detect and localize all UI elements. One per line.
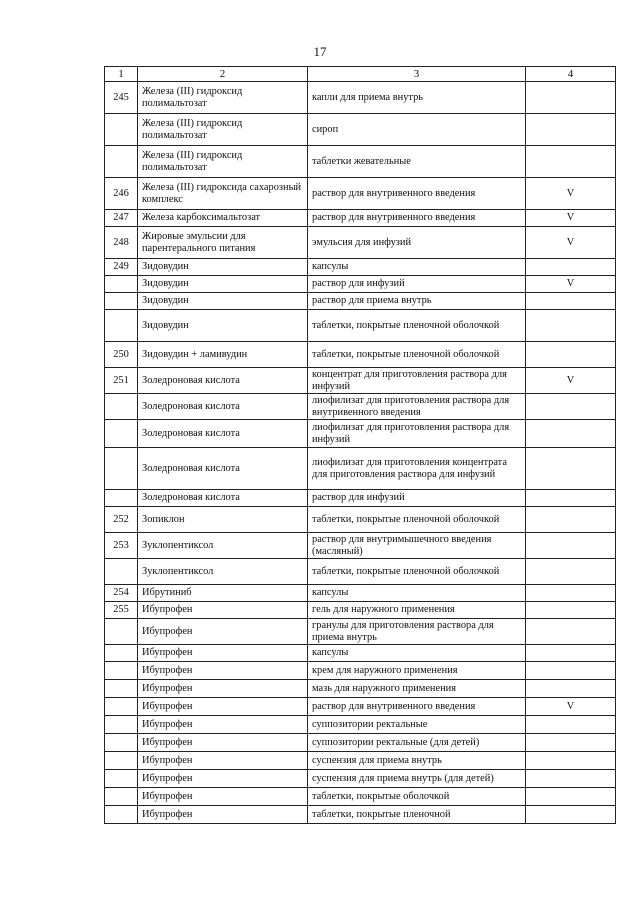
vital-mark [526,420,616,448]
table-row [105,698,616,716]
row-number [105,310,138,342]
row-number [105,806,138,824]
dosage-form: таблетки, покрытые пленочной оболочкой [308,559,526,585]
drug-name: Зуклопентиксол [138,559,308,585]
drug-name: Ибупрофен [138,788,308,806]
drug-name: Ибупрофен [138,752,308,770]
vital-mark [526,293,616,310]
vital-mark: V [526,210,616,227]
row-number: 255 [105,602,138,619]
vital-mark [526,734,616,752]
vital-mark [526,559,616,585]
drug-name: Ибрутиниб [138,585,308,602]
row-number [105,394,138,420]
dosage-form: гранулы для приготовления раствора для приема внутрь [308,619,526,645]
table-row [105,82,616,114]
vital-mark [526,602,616,619]
row-number [105,559,138,585]
drug-name: Золедроновая кислота [138,448,308,490]
row-number [105,698,138,716]
drug-name: Ибупрофен [138,734,308,752]
vital-mark [526,448,616,490]
drug-name: Ибупрофен [138,645,308,662]
row-number [105,734,138,752]
dosage-form: сироп [308,114,526,146]
dosage-form: таблетки, покрытые пленочной оболочкой [308,507,526,533]
column-header: 4 [526,67,616,82]
dosage-form: раствор для внутримышечного введения (масляный) [308,533,526,559]
drug-name: Ибупрофен [138,619,308,645]
dosage-form: капсулы [308,585,526,602]
table-row [105,770,616,788]
table-row [105,680,616,698]
dosage-form: капсулы [308,645,526,662]
vital-mark: V [526,368,616,394]
table-row [105,342,616,368]
drug-name: Жировые эмульсии для парентерального питания [138,227,308,259]
drug-name: Ибупрофен [138,806,308,824]
table-row [105,716,616,734]
dosage-form: раствор для внутривенного введения [308,698,526,716]
vital-mark [526,788,616,806]
vital-mark [526,490,616,507]
row-number [105,788,138,806]
table-row [105,178,616,210]
dosage-form: крем для наружного применения [308,662,526,680]
vital-mark [526,752,616,770]
vital-mark [526,806,616,824]
row-number [105,420,138,448]
column-header: 3 [308,67,526,82]
drug-name: Зидовудин + ламивудин [138,342,308,368]
dosage-form: гель для наружного применения [308,602,526,619]
row-number: 249 [105,259,138,276]
dosage-form: мазь для наружного применения [308,680,526,698]
table-row [105,114,616,146]
page-number: 17 [313,44,327,59]
dosage-form: лиофилизат для приготовления раствора для инфузий [308,420,526,448]
vital-mark [526,342,616,368]
dosage-form: раствор для приема внутрь [308,293,526,310]
drug-name: Ибупрофен [138,770,308,788]
dosage-form: лиофилизат для приготовления раствора для внутривенного введения [308,394,526,420]
dosage-form: эмульсия для инфузий [308,227,526,259]
dosage-form: концентрат для приготовления раствора для инфузий [308,368,526,394]
dosage-form: таблетки, покрытые оболочкой [308,788,526,806]
vital-mark: V [526,698,616,716]
row-number [105,293,138,310]
drug-name: Ибупрофен [138,602,308,619]
vital-mark [526,662,616,680]
table-row [105,645,616,662]
drug-name: Зидовудин [138,259,308,276]
vital-mark [526,770,616,788]
table-row [105,602,616,619]
dosage-form: раствор для внутривенного введения [308,210,526,227]
table-row [105,585,616,602]
table-row [105,210,616,227]
table-row [105,490,616,507]
drug-name: Железа (III) гидроксида сахарозный комплекс [138,178,308,210]
row-number: 253 [105,533,138,559]
drug-name: Ибупрофен [138,698,308,716]
row-number [105,752,138,770]
drug-name: Золедроновая кислота [138,368,308,394]
table-row [105,146,616,178]
row-number [105,716,138,734]
drug-name: Зидовудин [138,293,308,310]
dosage-form: лиофилизат для приготовления концентрата для приготовления раствора для инфузий [308,448,526,490]
drug-name: Зидовудин [138,276,308,293]
dosage-form: таблетки, покрытые пленочной [308,806,526,824]
drug-name: Железа карбоксимальтозат [138,210,308,227]
row-number [105,619,138,645]
drug-name: Ибупрофен [138,662,308,680]
drug-name: Зидовудин [138,310,308,342]
row-number: 251 [105,368,138,394]
drug-name: Железа (III) гидроксид полимальтозат [138,146,308,178]
dosage-form: суспензия для приема внутрь [308,752,526,770]
vital-mark: V [526,178,616,210]
dosage-form: таблетки, покрытые пленочной оболочкой [308,310,526,342]
table-row [105,293,616,310]
vital-mark [526,82,616,114]
table-row [105,394,616,420]
table-row [105,734,616,752]
table-row [105,533,616,559]
table-row [105,310,616,342]
dosage-form: раствор для инфузий [308,276,526,293]
table-row [105,227,616,259]
drug-name: Зуклопентиксол [138,533,308,559]
table-row [105,448,616,490]
vital-mark: V [526,227,616,259]
vital-mark: V [526,276,616,293]
table-row [105,662,616,680]
row-number [105,490,138,507]
row-number [105,662,138,680]
drug-table [104,66,616,824]
vital-mark [526,310,616,342]
row-number [105,276,138,293]
row-number [105,114,138,146]
dosage-form: таблетки, покрытые пленочной оболочкой [308,342,526,368]
table-header-row [105,67,616,82]
row-number: 248 [105,227,138,259]
table-row [105,619,616,645]
vital-mark [526,146,616,178]
row-number: 246 [105,178,138,210]
vital-mark [526,259,616,276]
dosage-form: суппозитории ректальные [308,716,526,734]
drug-name: Ибупрофен [138,716,308,734]
drug-name: Железа (III) гидроксид полимальтозат [138,82,308,114]
vital-mark [526,619,616,645]
column-header: 2 [138,67,308,82]
dosage-form: раствор для инфузий [308,490,526,507]
vital-mark [526,680,616,698]
vital-mark [526,114,616,146]
table-row [105,559,616,585]
drug-name: Зопиклон [138,507,308,533]
row-number: 252 [105,507,138,533]
table-row [105,259,616,276]
row-number [105,645,138,662]
vital-mark [526,507,616,533]
row-number: 254 [105,585,138,602]
drug-name: Золедроновая кислота [138,420,308,448]
table-row [105,788,616,806]
table-row [105,752,616,770]
dosage-form: суспензия для приема внутрь (для детей) [308,770,526,788]
table-row [105,368,616,394]
row-number [105,680,138,698]
drug-name: Золедроновая кислота [138,490,308,507]
row-number: 245 [105,82,138,114]
vital-mark [526,585,616,602]
dosage-form: капли для приема внутрь [308,82,526,114]
row-number [105,770,138,788]
vital-mark [526,716,616,734]
drug-name: Золедроновая кислота [138,394,308,420]
dosage-form: капсулы [308,259,526,276]
row-number [105,448,138,490]
dosage-form: таблетки жевательные [308,146,526,178]
vital-mark [526,533,616,559]
row-number: 250 [105,342,138,368]
table-row [105,806,616,824]
dosage-form: суппозитории ректальные (для детей) [308,734,526,752]
table-row [105,420,616,448]
row-number: 247 [105,210,138,227]
table-row [105,276,616,293]
vital-mark [526,394,616,420]
vital-mark [526,645,616,662]
drug-name: Железа (III) гидроксид полимальтозат [138,114,308,146]
dosage-form: раствор для внутривенного введения [308,178,526,210]
column-header: 1 [105,67,138,82]
drug-name: Ибупрофен [138,680,308,698]
table-row [105,507,616,533]
row-number [105,146,138,178]
